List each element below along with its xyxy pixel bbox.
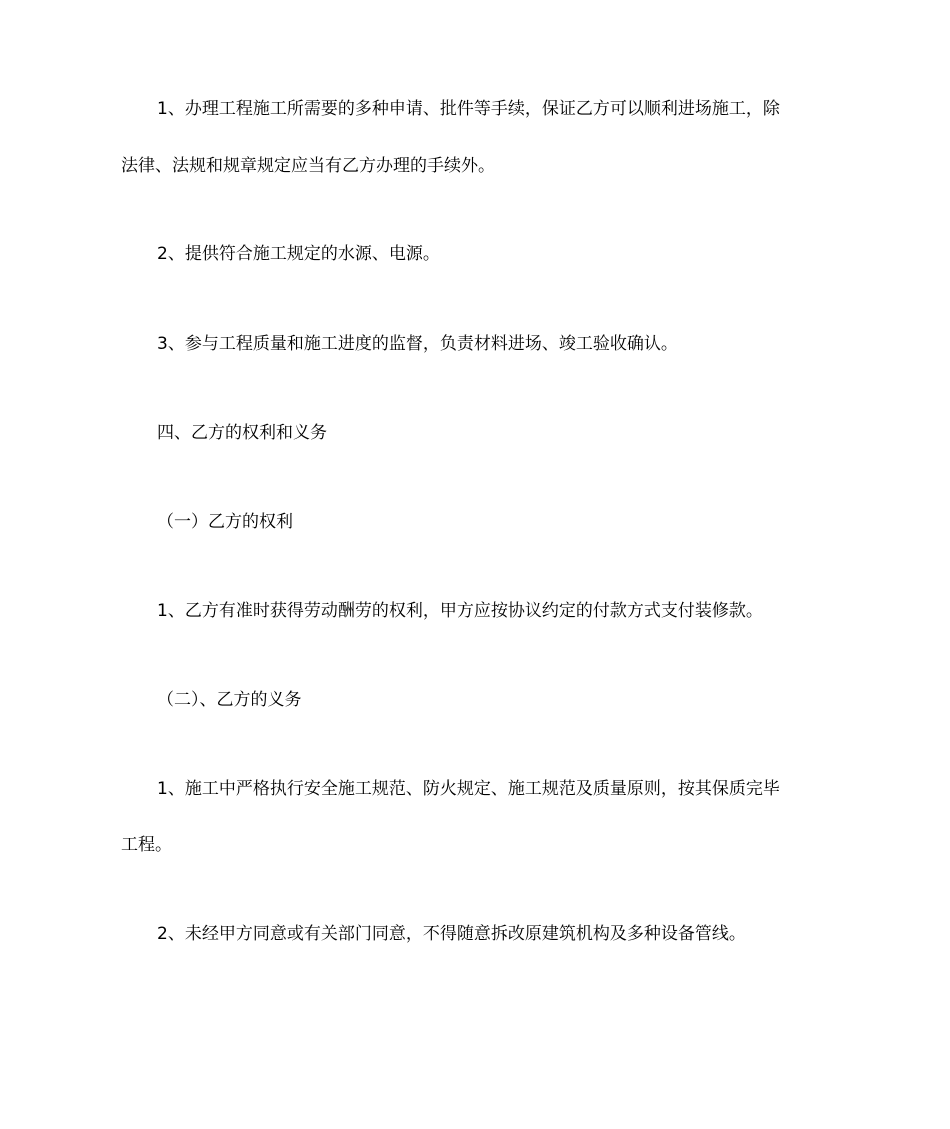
paragraph-obligations-1-line-2: 工程。 [121, 835, 172, 855]
subsection-heading-rights: （一）乙方的权利 [157, 512, 293, 532]
section-heading-4: 四、乙方的权利和义务 [157, 423, 327, 443]
paragraph-obligations-2: 2、未经甲方同意或有关部门同意，不得随意拆改原建筑机构及多种设备管线。 [157, 924, 746, 944]
subsection-heading-obligations: （二）、乙方的义务 [157, 690, 302, 710]
paragraph-3: 3、参与工程质量和施工进度的监督，负责材料进场、竣工验收确认。 [157, 334, 678, 354]
paragraph-1-line-1: 1、办理工程施工所需要的多种申请、批件等手续，保证乙方可以顺利进场施工，除 [157, 99, 780, 119]
paragraph-obligations-1-line-1: 1、施工中严格执行安全施工规范、防火规定、施工规范及质量原则，按其保质完毕 [157, 779, 780, 799]
paragraph-1-line-2: 法律、法规和规章规定应当有乙方办理的手续外。 [121, 156, 495, 176]
paragraph-2: 2、提供符合施工规定的水源、电源。 [157, 244, 440, 264]
paragraph-rights-1: 1、乙方有准时获得劳动酬劳的权利，甲方应按协议约定的付款方式支付装修款。 [157, 601, 763, 621]
